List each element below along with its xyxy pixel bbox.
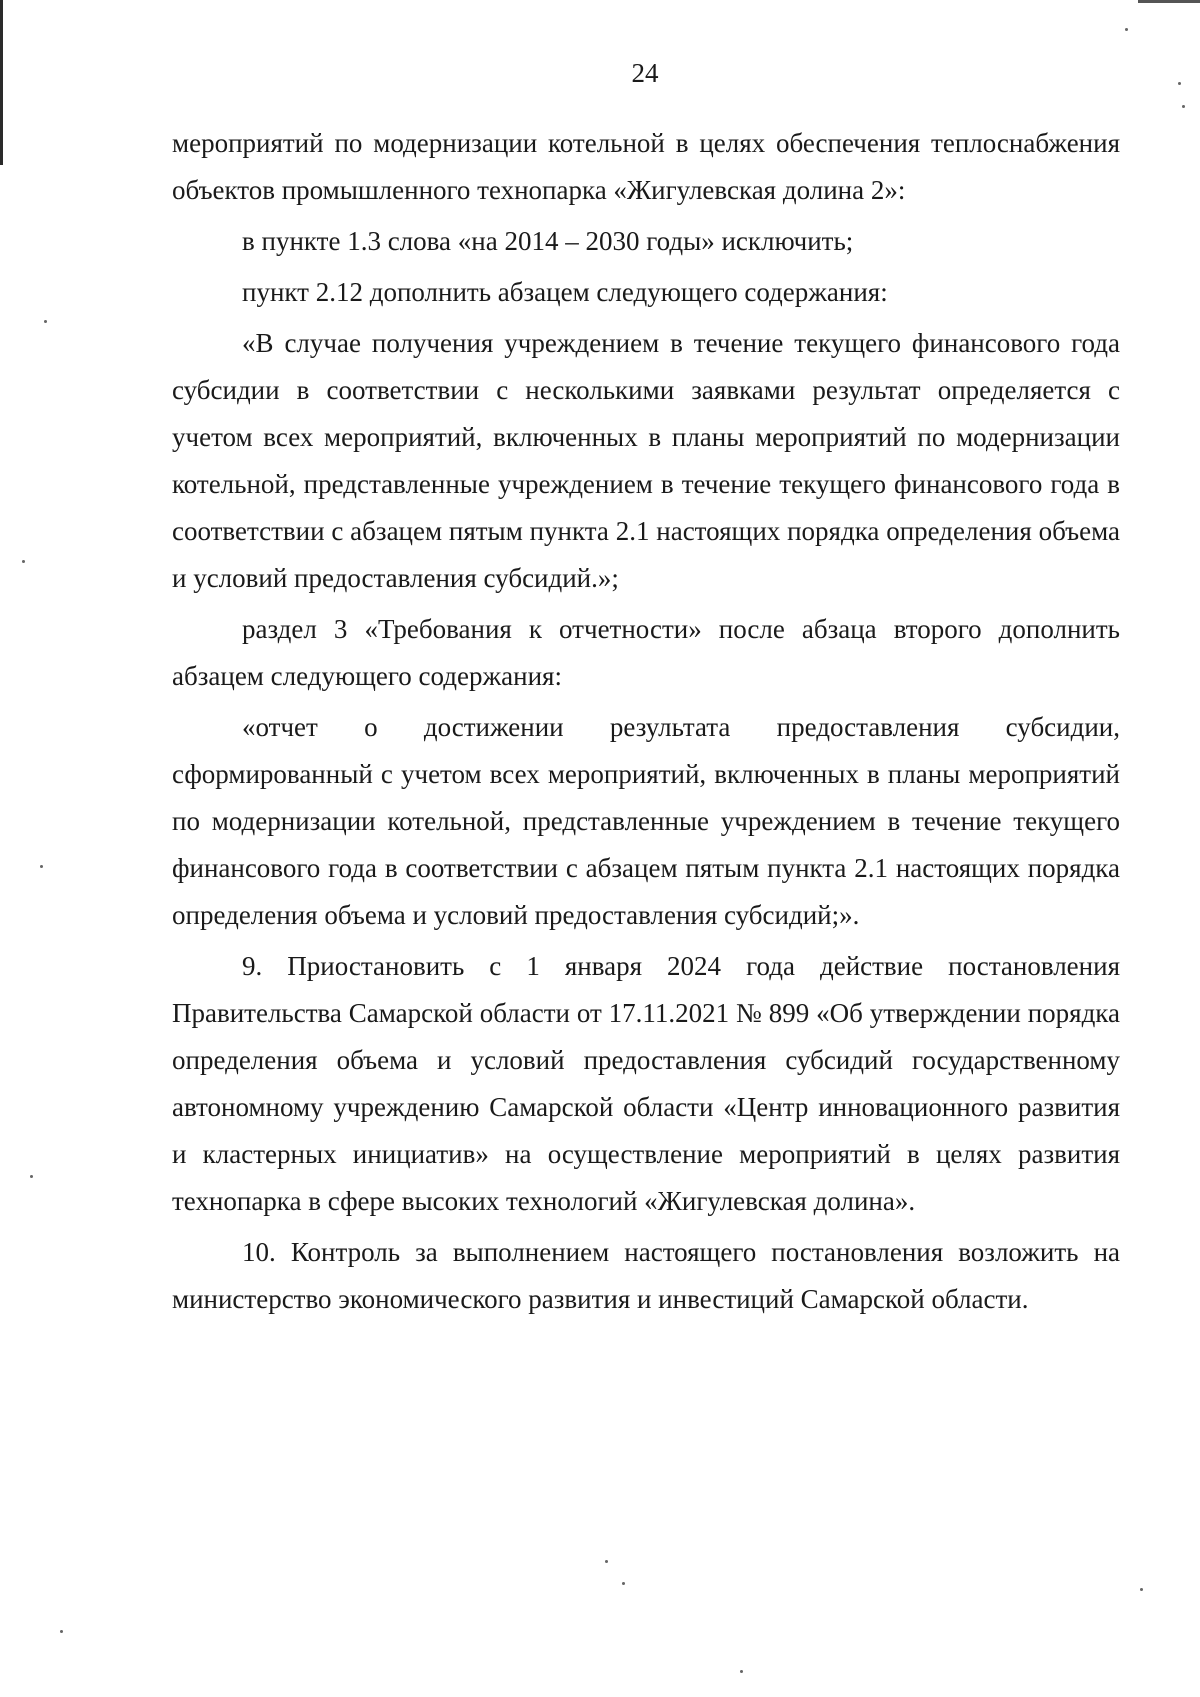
scan-speck: [1140, 1588, 1143, 1591]
scan-speck: [740, 1670, 743, 1673]
paragraph-amendment: в пункте 1.3 слова «на 2014 – 2030 годы» исключить;: [242, 226, 854, 256]
scan-speck: [1178, 82, 1181, 85]
paragraph-continuation: мероприятий по модернизации котельной в целях обеспечения теплоснабжения объектов промышленного технопарка «Жигулевская долина 2»:: [172, 128, 1120, 205]
scan-speck: [605, 1560, 608, 1563]
scan-edge-artifact: [1138, 0, 1200, 3]
scan-speck: [60, 1630, 63, 1633]
document-body: [172, 120, 1120, 1327]
scan-speck: [40, 865, 43, 868]
scan-speck: [1182, 105, 1185, 108]
paragraph-quoted-text: «В случае получения учреждением в течение текущего финансового года субсидии в соответствии с несколькими заявками результат определяется с учетом всех мероприятий, включенных в планы мероприятий по модернизации котельной, представленные учреждением в течение текущего финансового года в соответствии с абзацем пятым пункта 2.1 настоящих порядка определения объема и условий предоставления субсидий.»;: [172, 328, 1120, 593]
paragraph-clause-10: 10. Контроль за выполнением настоящего постановления возложить на министерство экономического развития и инвестиций Самарской области.: [172, 1237, 1120, 1314]
paragraph-clause-9: 9. Приостановить с 1 января 2024 года действие постановления Правительства Самарской области от 17.11.2021 № 899 «Об утверждении порядка определения объема и условий предоставления субсидий государственному автономному учреждению Самарской области «Центр инновационного развития и кластерных инициатив» на осуществление мероприятий в целях развития технопарка в сфере высоких технологий «Жигулевская долина».: [172, 951, 1120, 1216]
paragraph-amendment: раздел 3 «Требования к отчетности» после абзаца второго дополнить абзацем следующего содержания:: [172, 614, 1120, 691]
paragraph-amendment: пункт 2.12 дополнить абзацем следующего содержания:: [242, 277, 888, 307]
scan-speck: [22, 560, 25, 563]
paragraph-quoted-text: «отчет о достижении результата предоставления субсидии, сформированный с учетом всех мероприятий, включенных в планы мероприятий по модернизации котельной, представленные учреждением в течение текущего финансового года в соответствии с абзацем пятым пункта 2.1 настоящих порядка определения объема и условий предоставления субсидий;».: [172, 712, 1120, 930]
scan-speck: [44, 320, 47, 323]
scan-speck: [30, 1175, 33, 1178]
page-number: 24: [631, 58, 659, 88]
scan-speck: [1125, 28, 1128, 31]
scan-speck: [622, 1582, 625, 1585]
